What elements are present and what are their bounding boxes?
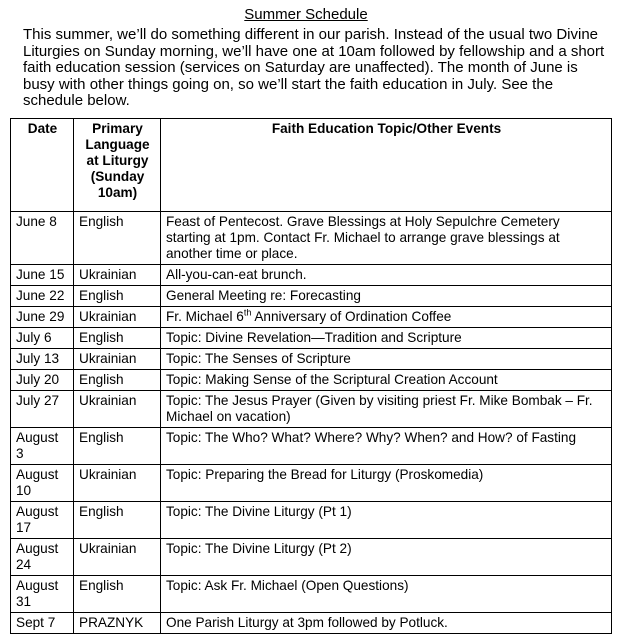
table-row [11,328,612,349]
row-date: June 8 [11,212,74,265]
row-date: July 27 [11,391,74,428]
row-date: June 15 [11,265,74,286]
row-language: Ukrainian [74,465,161,502]
row-language: English [74,428,161,465]
row-topic: Feast of Pentecost. Grave Blessings at Holy Sepulchre Cemetery starting at 1pm. Contact Fr. Michael to arrange grave blessings at another time or place. [161,212,612,265]
row-topic [161,307,612,328]
row-language: Ukrainian [74,349,161,370]
row-topic: Topic: The Senses of Scripture [161,349,612,370]
row-date: Sept 7 [11,613,74,634]
row-topic: Topic: Ask Fr. Michael (Open Questions) [161,576,612,613]
intro-paragraph: This summer, we’ll do something different in our parish. Instead of the usual two Divine Liturgies on Sunday morning, we’ll have one at 10am followed by fellowship and a short faith education session (services on Saturday are unaffected). The month of June is busy with other things going on, so we’ll start the faith education in July. See the schedule below. [23,26,605,110]
row-topic: Topic: The Divine Liturgy (Pt 2) [161,539,612,576]
table-row [11,613,612,634]
ordinal-suffix: th [243,307,252,318]
row-date: July 13 [11,349,74,370]
table-row [11,307,612,328]
row-language: Ukrainian [74,265,161,286]
row-topic: Topic: Making Sense of the Scriptural Creation Account [161,370,612,391]
topic-text-before: Fr. Michael 6 [166,309,244,324]
table-row [11,265,612,286]
table-row [11,212,612,265]
row-date: August 10 [11,465,74,502]
row-language: Ukrainian [74,307,161,328]
row-date: June 22 [11,286,74,307]
row-topic: General Meeting re: Forecasting [161,286,612,307]
row-language: English [74,576,161,613]
row-topic: One Parish Liturgy at 3pm followed by Potluck. [161,613,612,634]
header-language: Primary Language at Liturgy (Sunday 10am) [74,119,161,212]
row-language: PRAZNYK [74,613,161,634]
row-date: August 17 [11,502,74,539]
row-language: Ukrainian [74,539,161,576]
row-topic: Topic: The Who? What? Where? Why? When? and How? of Fasting [161,428,612,465]
row-date: August 3 [11,428,74,465]
row-date: July 6 [11,328,74,349]
header-topic: Faith Education Topic/Other Events [161,119,612,212]
row-topic: Topic: The Jesus Prayer (Given by visiting priest Fr. Mike Bombak – Fr. Michael on vacation) [161,391,612,428]
row-language: English [74,328,161,349]
row-language: Ukrainian [74,391,161,428]
row-topic: Topic: The Divine Liturgy (Pt 1) [161,502,612,539]
row-language: English [74,212,161,265]
table-header-row [11,119,612,212]
table-row [11,539,612,576]
table-row [11,502,612,539]
table-row [11,349,612,370]
row-topic: Topic: Preparing the Bread for Liturgy (Proskomedia) [161,465,612,502]
table-row [11,286,612,307]
row-date: July 20 [11,370,74,391]
row-language: English [74,502,161,539]
table-row [11,370,612,391]
row-date: June 29 [11,307,74,328]
row-date: August 24 [11,539,74,576]
row-language: English [74,370,161,391]
table-row [11,465,612,502]
header-date: Date [11,119,74,212]
schedule-table [10,118,612,634]
row-language: English [74,286,161,307]
row-date: August 31 [11,576,74,613]
table-row [11,391,612,428]
document-title: Summer Schedule [244,6,368,23]
table-row [11,428,612,465]
topic-text-after: Anniversary of Ordination Coffee [251,309,452,324]
row-topic: All-you-can-eat brunch. [161,265,612,286]
table-row [11,576,612,613]
row-topic: Topic: Divine Revelation—Tradition and Scripture [161,328,612,349]
